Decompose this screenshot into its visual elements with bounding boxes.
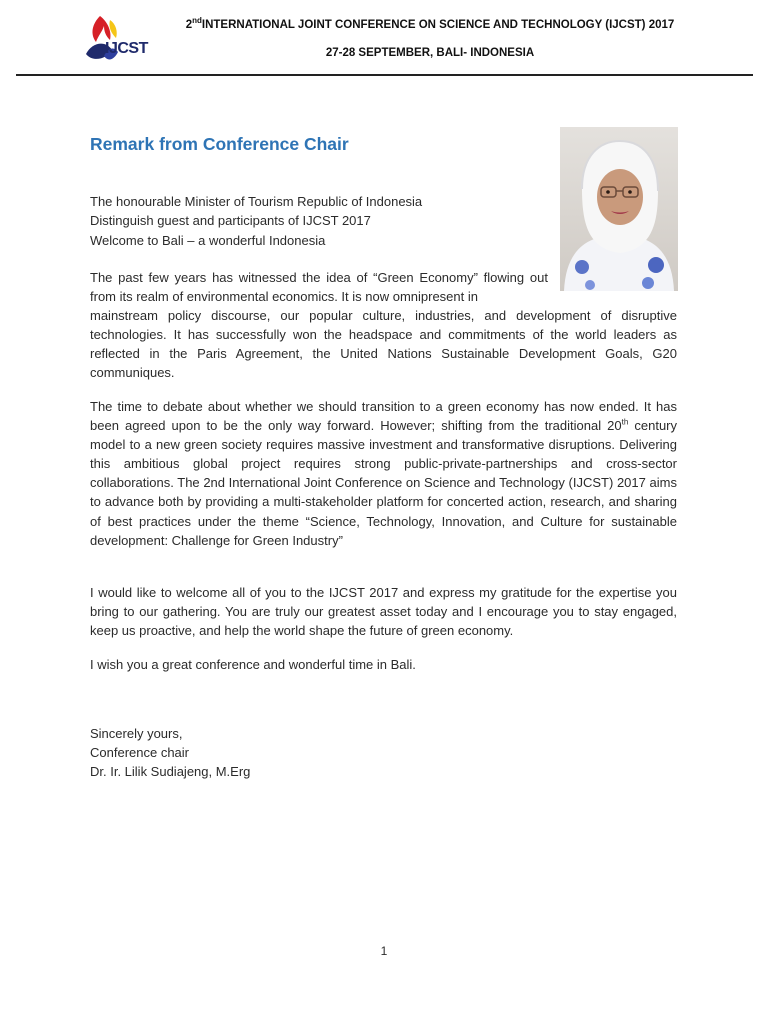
superscript-th: th bbox=[621, 417, 629, 427]
paragraph-3: I would like to welcome all of you to the IJCST 2017 and express my gratitude for the expertise you bring to our gathering. You are truly our greatest asset today and I encourage you to stay engaged, keep us proactive, and help the world shape the future of green economy. bbox=[90, 585, 677, 639]
conference-ordinal: 2 bbox=[185, 19, 193, 31]
paragraph-2 bbox=[90, 397, 677, 550]
paragraph-1 bbox=[90, 268, 677, 383]
conference-ordinal-suffix: nd bbox=[192, 16, 202, 26]
closing-line: Sincerely yours, bbox=[90, 726, 183, 741]
page-title: Remark from Conference Chair bbox=[90, 134, 349, 154]
conference-dates: 27-28 SEPTEMBER, BALI- INDONESIA bbox=[325, 47, 535, 59]
paragraph-2-end: century model to a new green society requires massive investment and transformative disruptions. Delivering this ambitious global project requires strong public-private-partnerships and cross-sector collaborations. The 2nd International Joint Conference on Science and Technology (IJCST) 2017 aims to advance both by providing a multi-stakeholder platform for concerted action, research, and sharing of best practices under the theme “Science, Technology, Innovation, and Culture for sustainable development: Challenge for Green Industry” bbox=[90, 418, 677, 548]
signer-role: Conference chair bbox=[90, 745, 189, 761]
greeting-block bbox=[90, 192, 422, 250]
paragraph-1-body: mainstream policy discourse, our popular culture, industries, and development of disruptive technologies. It has successfully won the headspace and commitments of the world leaders as reflected in the Paris Agreement, the United Nations Sustainable Development Goals, G20 communiques. bbox=[90, 308, 677, 381]
page-header bbox=[0, 0, 768, 78]
greeting-line: The honourable Minister of Tourism Republic of Indonesia bbox=[90, 194, 423, 209]
signer-name: Dr. Ir. Lilik Sudiajeng, M.Erg bbox=[90, 764, 251, 780]
greeting-line: Distinguish guest and participants of IJCST 2017 bbox=[90, 213, 371, 229]
conference-name: INTERNATIONAL JOINT CONFERENCE ON SCIENCE AND TECHNOLOGY (IJCST) 2017 bbox=[201, 19, 675, 31]
page-number: 1 bbox=[380, 944, 388, 958]
paragraph-1-intro: The past few years has witnessed the idea of “Green Economy” flowing out from its realm of environmental economics. It is now omnipresent in bbox=[90, 270, 548, 305]
paragraph-4: I wish you a great conference and wonderful time in Bali. bbox=[90, 657, 416, 672]
signature-block bbox=[90, 724, 250, 782]
chair-photo bbox=[560, 127, 678, 291]
paragraph-2-start: The time to debate about whether we should transition to a green economy has now ended. It has been agreed upon to be the only way forward. However; shifting from the traditional 20 bbox=[90, 399, 677, 434]
header-divider bbox=[16, 74, 753, 76]
logo-text: IJCST bbox=[105, 40, 148, 57]
conference-title bbox=[160, 16, 700, 31]
greeting-line: Welcome to Bali – a wonderful Indonesia bbox=[90, 232, 326, 248]
